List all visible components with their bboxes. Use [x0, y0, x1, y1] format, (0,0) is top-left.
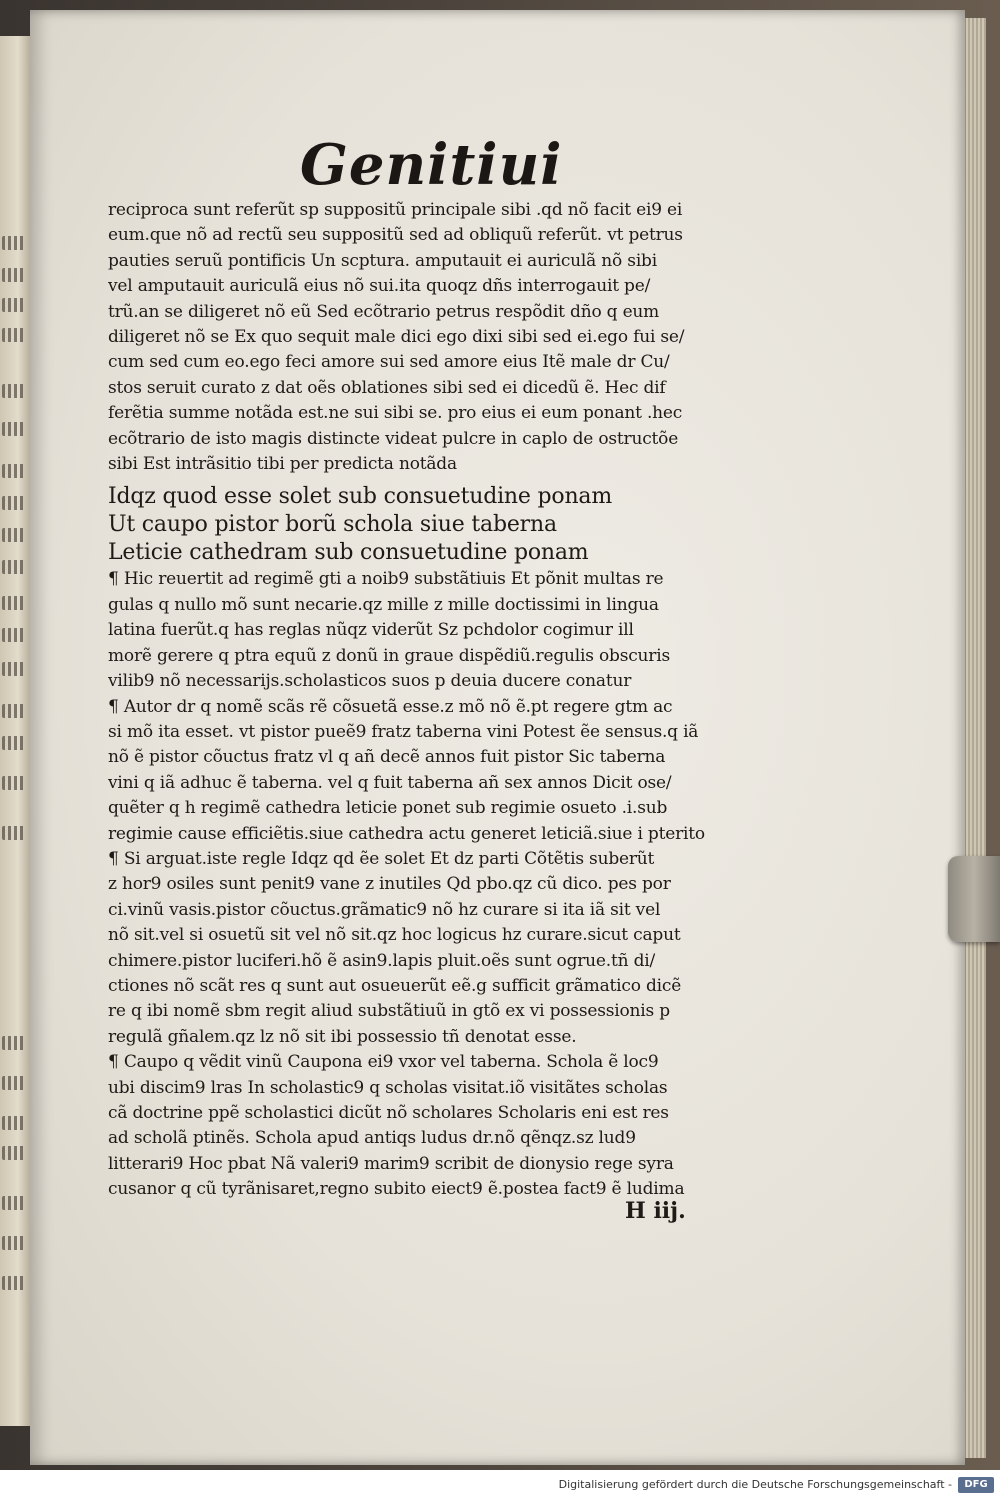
verse-line: Leticie cathedram sub consuetudine ponam	[108, 540, 589, 566]
page-heading: Genitiui	[300, 132, 563, 198]
dfg-logo: DFG	[958, 1477, 994, 1493]
text-line: ¶ Autor dr q nomẽ scãs rẽ cõsuetã esse.z mõ nõ ẽ.pt regere gtm ac	[108, 696, 673, 717]
text-line: vel amputauit auriculã eius nõ sui.ita quoqz dñs interrogauit pe/	[108, 276, 651, 297]
page-stack-edge	[965, 18, 986, 1458]
verse-block	[108, 483, 748, 567]
text-line: ctiones nõ scãt res q sunt aut osueuerũt eẽ.g sufficit grãmatico dicẽ	[108, 975, 682, 996]
text-line: ci.vinũ vasis.pistor cõuctus.grãmatic9 nõ hz curare si ita iã sit vel	[108, 899, 661, 920]
paragraph-1	[108, 198, 748, 477]
verse-line: Ut caupo pistor borũ schola siue taberna	[108, 512, 557, 538]
page-clip	[948, 856, 1000, 942]
text-line: quẽter q h regimẽ cathedra leticie ponet sub regimie osueto .i.sub	[108, 798, 668, 819]
text-line: reciproca sunt referũt sp suppositũ principale sibi .qd nõ facit ei9 ei	[108, 200, 683, 220]
verse-line: Idqz quod esse solet sub consuetudine ponam	[108, 484, 612, 510]
text-line: z hor9 osiles sunt penit9 vane z inutiles Qd pbo.qz cũ dico. pes por	[108, 874, 671, 895]
text-line: ¶ Caupo q vẽdit vinũ Caupona ei9 vxor vel taberna. Schola ẽ loc9	[108, 1052, 659, 1073]
text-line: pauties seruũ pontificis Un scptura. amputauit ei auriculã nõ sibi	[108, 250, 657, 271]
text-line: ubi discim9 lras In scholastic9 q scholas visitat.iõ visitãtes scholas	[108, 1077, 668, 1098]
text-line: sibi Est intrãsitio tibi per predicta notãda	[108, 454, 457, 475]
text-line: cusanor q cũ tyrãnisaret,regno subito eiect9 ẽ.postea fact9 ẽ ludima	[108, 1179, 685, 1200]
text-line: ecõtrario de isto magis distincte videat pulcre in caplo de ostructõe	[108, 428, 679, 449]
text-line: latina fuerũt.q has reglas nũqz viderũt Sz pchdolor cogimur ill	[108, 620, 634, 641]
text-line: chimere.pistor luciferi.hõ ẽ asin9.lapis pluit.oẽs sunt ogrue.tñ di/	[108, 950, 656, 971]
text-line: gulas q nullo mõ sunt necarie.qz mille z mille doctissimi in lingua	[108, 594, 659, 615]
text-line: morẽ gerere q ptra equũ z donũ in graue dispẽdiũ.regulis obscuris	[108, 645, 670, 666]
footer-bar	[0, 1470, 1000, 1501]
text-line: si mõ ita esset. vt pistor pueẽ9 fratz taberna vini Potest ẽe sensus.q iã	[108, 721, 699, 742]
text-line: nõ sit.vel si osuetũ sit vel nõ sit.qz hoc logicus hz curare.sicut caput	[108, 925, 681, 946]
text-line: litterari9 Hoc pbat Nã valeri9 marim9 scribit de dionysio rege syra	[108, 1153, 674, 1174]
text-line: ¶ Hic reuertit ad regimẽ gti a noib9 substãtiuis Et põnit multas re	[108, 569, 664, 590]
signature-mark: H iij.	[625, 1198, 686, 1224]
text-line: trũ.an se diligeret nõ eũ Sed ecõtrario petrus respõdit dño q eum	[108, 301, 660, 322]
text-line: ferẽtia summe notãda est.ne sui sibi se. pro eius ei eum ponant .hec	[108, 403, 683, 424]
text-line: cum sed cum eo.ego feci amore sui sed amore eius Itẽ male dr Cu/	[108, 352, 670, 373]
paragraph-2	[108, 567, 748, 1050]
text-line: vini q iã adhuc ẽ taberna. vel q fuit taberna añ sex annos Dicit ose/	[108, 772, 672, 793]
text-line: regulã gñalem.qz lz nõ sit ibi possessio tñ denotat esse.	[108, 1026, 577, 1047]
text-line: ad scholã ptinẽs. Schola apud antiqs ludus dr.nõ qẽnqz.sz lud9	[108, 1128, 636, 1149]
text-line: vilib9 nõ necessarijs.scholasticos suos p deuia ducere conatur	[108, 671, 632, 692]
text-line: diligeret nõ se Ex quo sequit male dici ego dixi sibi sed ei.ego fui se/	[108, 327, 685, 348]
text-line: ¶ Si arguat.iste regle Idqz qd ẽe solet Et dz parti Cõtẽtis suberũt	[108, 848, 655, 869]
funding-credit: Digitalisierung gefördert durch die Deutsche Forschungsgemeinschaft -	[558, 1478, 952, 1491]
facing-page-edge	[0, 36, 31, 1426]
paragraph-3	[108, 1050, 748, 1202]
text-line: cã doctrine ppẽ scholastici dicũt nõ scholares Scholaris eni est res	[108, 1103, 669, 1123]
text-line: nõ ẽ pistor cõuctus fratz vl q añ decẽ annos fuit pistor Sic taberna	[108, 747, 666, 768]
text-line: stos seruit curato z dat oẽs oblationes sibi sed ei dicedũ ẽ. Hec dif	[108, 377, 666, 398]
text-line: eum.que nõ ad rectũ seu suppositũ sed ad obliquũ referũt. vt petrus	[108, 225, 683, 246]
text-body	[108, 198, 748, 1203]
text-line: regimie cause efficiẽtis.siue cathedra actu generet leticiã.siue i pterito	[108, 823, 705, 844]
text-line: re q ibi nomẽ sbm regit aliud substãtiuũ in gtõ ex vi possessionis p	[108, 1001, 670, 1022]
